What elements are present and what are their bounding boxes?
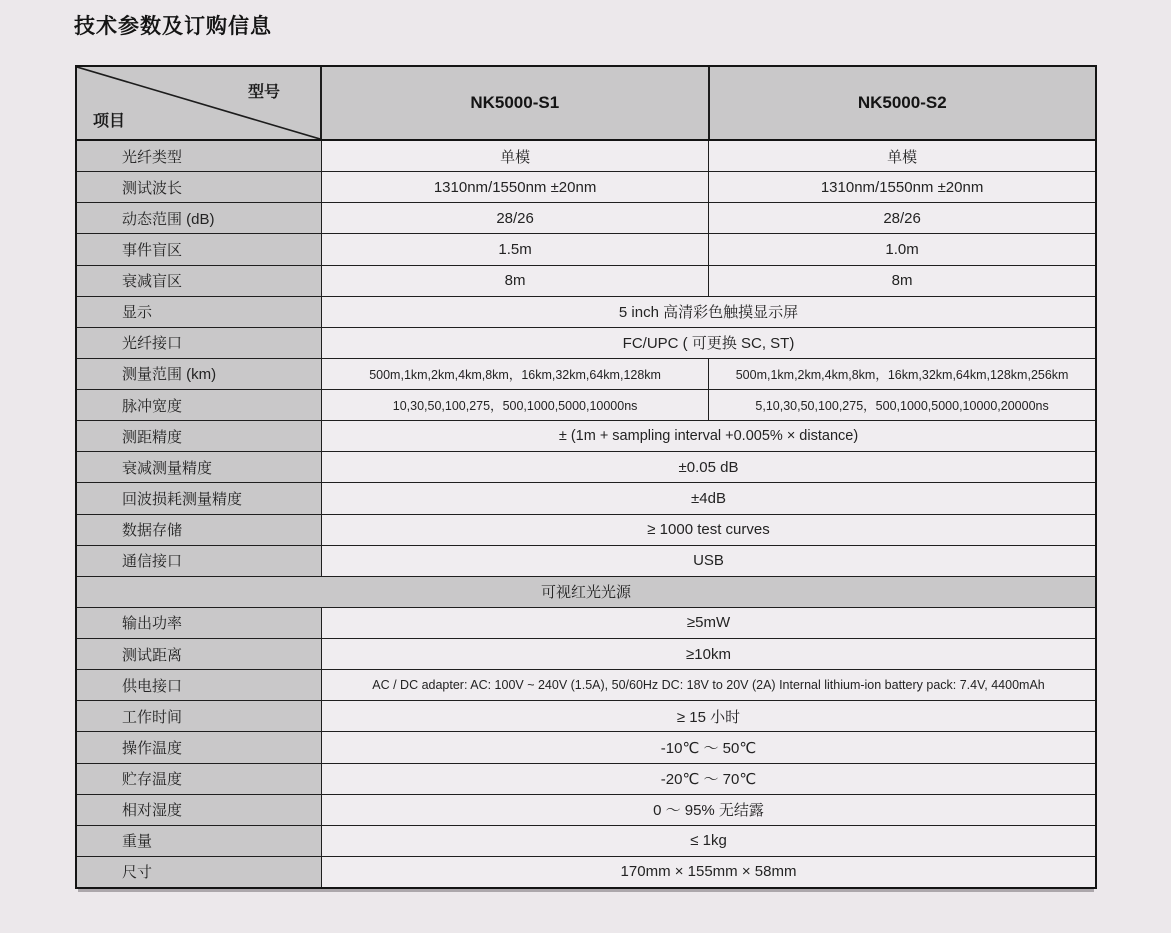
row-value-s1: 1.5m <box>322 234 709 264</box>
row-value-s1: 1310nm/1550nm ±20nm <box>322 172 709 202</box>
table-row <box>77 141 1095 171</box>
row-value-s2: 28/26 <box>709 203 1095 233</box>
row-label: 输出功率 <box>77 608 322 638</box>
row-value-span: ≥5mW <box>322 608 1095 638</box>
row-value-s1: 单模 <box>322 141 709 171</box>
table-row <box>77 763 1095 794</box>
row-label: 脉冲宽度 <box>77 390 322 420</box>
row-value-span: -20℃ ～ 70℃ <box>322 764 1095 794</box>
table-row <box>77 731 1095 762</box>
row-label: 数据存储 <box>77 515 322 545</box>
row-label: 光纤类型 <box>77 141 322 171</box>
table-row <box>77 545 1095 576</box>
row-value-span: ±0.05 dB <box>322 452 1095 482</box>
row-value-span: AC / DC adapter: AC: 100V ~ 240V (1.5A), 50/60Hz DC: 18V to 20V (2A) Internal lithium-ion battery pack: 7.4V, 4400mAh <box>322 670 1095 700</box>
row-label: 回波损耗测量精度 <box>77 483 322 513</box>
table-row <box>77 514 1095 545</box>
row-value-span: ≥ 1000 test curves <box>322 515 1095 545</box>
table-row <box>77 794 1095 825</box>
table-row <box>77 856 1095 887</box>
row-value-s2: 5,10,30,50,100,275，500,1000,5000,10000,20000ns <box>709 390 1095 420</box>
row-value-s2: 1.0m <box>709 234 1095 264</box>
row-value-span: ≥10km <box>322 639 1095 669</box>
table-row <box>77 233 1095 264</box>
row-value-s2: 8m <box>709 266 1095 296</box>
table-header-row <box>77 67 1095 141</box>
table-row <box>77 607 1095 638</box>
diagonal-corner-cell <box>77 67 322 139</box>
row-label: 通信接口 <box>77 546 322 576</box>
row-label: 相对湿度 <box>77 795 322 825</box>
row-value-span: ± (1m + sampling interval +0.005% × distance) <box>322 421 1095 451</box>
table-row <box>77 171 1095 202</box>
row-value-s2: 500m,1km,2km,4km,8km，16km,32km,64km,128km,256km <box>709 359 1095 389</box>
row-label: 事件盲区 <box>77 234 322 264</box>
table-row <box>77 202 1095 233</box>
row-value-span: -10℃ ～ 50℃ <box>322 732 1095 762</box>
section-title: 可视红光光源 <box>77 577 1095 607</box>
table-row <box>77 451 1095 482</box>
row-label: 测量范围 (km) <box>77 359 322 389</box>
row-value-span: 170mm × 155mm × 58mm <box>322 857 1095 887</box>
table-row <box>77 482 1095 513</box>
table-row <box>77 700 1095 731</box>
row-value-span: 5 inch 高清彩色触摸显示屏 <box>322 297 1095 327</box>
table-row <box>77 296 1095 327</box>
row-value-s1: 500m,1km,2km,4km,8km，16km,32km,64km,128km <box>322 359 709 389</box>
table-row <box>77 638 1095 669</box>
row-value-span: 0 ～ 95% 无结露 <box>322 795 1095 825</box>
table-row <box>77 265 1095 296</box>
row-value-span: FC/UPC ( 可更换 SC, ST) <box>322 328 1095 358</box>
corner-label-item: 项目 <box>93 113 126 130</box>
row-label: 动态范围 (dB) <box>77 203 322 233</box>
row-label: 尺寸 <box>77 857 322 887</box>
row-label: 测试波长 <box>77 172 322 202</box>
row-label: 显示 <box>77 297 322 327</box>
row-label: 测距精度 <box>77 421 322 451</box>
corner-label-model: 型号 <box>247 84 280 101</box>
row-label: 测试距离 <box>77 639 322 669</box>
row-value-span: USB <box>322 546 1095 576</box>
row-value-span: ≥ 15 小时 <box>322 701 1095 731</box>
row-label: 光纤接口 <box>77 328 322 358</box>
table-row <box>77 358 1095 389</box>
row-label: 操作温度 <box>77 732 322 762</box>
column-header-model-1: NK5000-S1 <box>322 67 710 139</box>
row-label: 衰减测量精度 <box>77 452 322 482</box>
row-label: 贮存温度 <box>77 764 322 794</box>
row-label: 供电接口 <box>77 670 322 700</box>
table-row <box>77 389 1095 420</box>
section-header-row <box>77 576 1095 607</box>
row-label: 衰减盲区 <box>77 266 322 296</box>
row-value-s1: 8m <box>322 266 709 296</box>
table-row <box>77 825 1095 856</box>
table-row <box>77 327 1095 358</box>
spec-table <box>75 65 1097 889</box>
row-value-span: ±4dB <box>322 483 1095 513</box>
table-row <box>77 669 1095 700</box>
row-value-span: ≤ 1kg <box>322 826 1095 856</box>
row-value-s2: 1310nm/1550nm ±20nm <box>709 172 1095 202</box>
table-row <box>77 420 1095 451</box>
column-header-model-2: NK5000-S2 <box>857 93 947 112</box>
row-value-s2: 单模 <box>709 141 1095 171</box>
row-label: 工作时间 <box>77 701 322 731</box>
row-label: 重量 <box>77 826 322 856</box>
page-title: 技术参数及订购信息 <box>74 15 272 38</box>
row-value-s1: 10,30,50,100,275，500,1000,5000,10000ns <box>322 390 709 420</box>
row-value-s1: 28/26 <box>322 203 709 233</box>
